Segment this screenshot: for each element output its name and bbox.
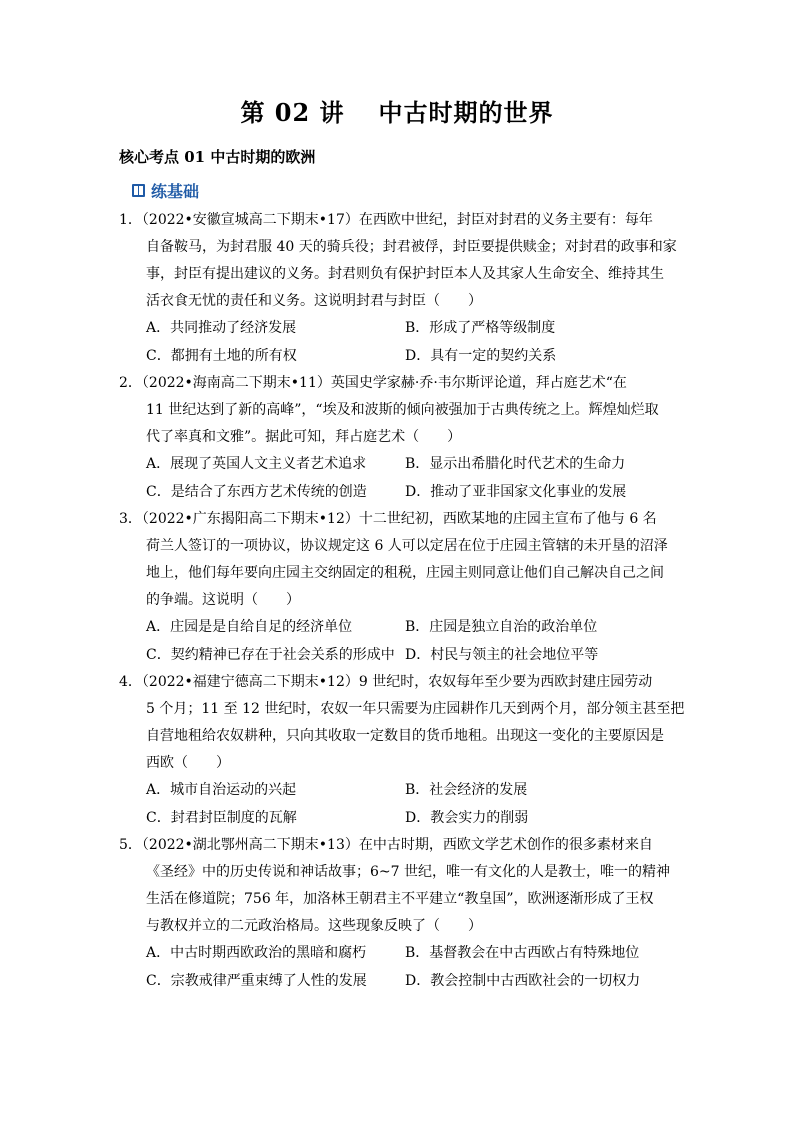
stem-line: 3．（2022•广东揭阳高二下期末•12）十二世纪初，西欧某地的庄园主宣布了他与 6 名: [119, 511, 657, 527]
lecture-topic: 中古时期的世界: [378, 98, 554, 127]
question-4: [119, 669, 694, 832]
option-d[interactable]: D．具有一定的契约关系: [405, 347, 557, 364]
stem-line: 荷兰人签订的一项协议，协议规定这 6 人可以定居在位于庄园主管辖的未开垦的沼泽: [146, 538, 668, 554]
option-d[interactable]: D．教会实力的削弱: [405, 809, 529, 826]
option-a[interactable]: A．中古时期西欧政治的黑暗和腐朽: [146, 945, 367, 961]
option-list: [119, 315, 694, 370]
stem-line: 自营地租给农奴耕种，只向其收取一定数目的货币地租。出现这一变化的主要原因是: [146, 728, 664, 744]
stem-line: 与教权并立的二元政治格局。这些现象反映了（ ）: [146, 918, 482, 934]
lecture-number: 第 02 讲: [240, 98, 345, 127]
stem-line: 《圣经》中的历史传说和神话故事；6~7 世纪，唯一有文化的人是教士，唯一的精神: [146, 864, 670, 880]
option-c[interactable]: C．是结合了东西方艺术传统的创造: [146, 483, 367, 500]
question-stem: [119, 207, 694, 315]
question-2: [119, 370, 694, 506]
question-stem: [119, 832, 694, 940]
option-list: [119, 614, 694, 669]
question-5: [119, 832, 694, 995]
option-c[interactable]: C．封君封臣制度的瓦解: [146, 809, 297, 826]
option-a[interactable]: A．庄园是是自给自足的经济单位: [146, 619, 353, 635]
option-a[interactable]: A．共同推动了经济发展: [146, 320, 297, 336]
stem-line: 的争端。这说明（ ）: [146, 592, 300, 608]
option-b[interactable]: B．基督教会在中古西欧占有特殊地位: [405, 945, 640, 961]
question-stem: [119, 370, 694, 451]
option-a[interactable]: A．城市自治运动的兴起: [146, 782, 297, 798]
option-d[interactable]: D．教会控制中古西欧社会的一切权力: [405, 972, 641, 989]
option-a[interactable]: A．展现了英国人文主义者艺术追求: [146, 456, 367, 472]
question-stem: [119, 506, 694, 614]
stem-line: 2．（2022•海南高二下期末•11）英国史学家赫·乔·韦尔斯评论道，拜占庭艺术“在: [119, 375, 627, 391]
option-b[interactable]: B．显示出希腊化时代艺术的生命力: [405, 456, 626, 472]
stem-line: 5．（2022•湖北鄂州高二下期末•13）在中古时期，西欧文学艺术创作的很多素材来自: [119, 837, 653, 853]
question-1: [119, 207, 694, 370]
stem-line: 事，封臣有提出建议的义务。封君则负有保护封臣本人及其家人生命安全、维持其生: [146, 266, 664, 282]
option-list: [119, 451, 694, 506]
stem-line: 地上，他们每年要向庄园主交纳固定的租税，庄园主则同意让他们自己解决自己之间: [146, 565, 664, 581]
stem-line: 自备鞍马，为封君服 40 天的骑兵役；封君被俘，封臣要提供赎金；对封君的政事和家: [146, 239, 677, 255]
question-list: [119, 207, 694, 995]
stem-line: 4．（2022•福建宁德高二下期末•12）9 世纪时，农奴每年至少要为西欧封建庄园劳动: [119, 674, 653, 690]
question-stem: [119, 669, 694, 777]
stem-line: 西欧（ ）: [146, 755, 230, 771]
question-3: [119, 506, 694, 669]
section-heading: 核心考点 01 中古时期的欧洲: [119, 148, 316, 166]
stem-line: 5 个月；11 至 12 世纪时，农奴一年只需要为庄园耕作几天到两个月，部分领主甚至把: [146, 701, 685, 717]
option-list: [119, 777, 694, 832]
option-d[interactable]: D．村民与领主的社会地位平等: [405, 646, 599, 663]
stem-line: 11 世纪达到了新的高峰”，“埃及和波斯的倾向被强加于古典传统之上。辉煌灿烂取: [146, 402, 659, 418]
option-c[interactable]: C．都拥有土地的所有权: [146, 347, 297, 364]
page-title: [0, 93, 794, 128]
option-c[interactable]: C．宗教戒律严重束缚了人性的发展: [146, 972, 367, 989]
option-c[interactable]: C．契约精神已存在于社会关系的形成中: [146, 646, 395, 663]
option-b[interactable]: B．形成了严格等级制度: [405, 320, 556, 336]
option-list: [119, 940, 694, 995]
stem-line: 1．（2022•安徽宣城高二下期末•17）在西欧中世纪，封臣对封君的义务主要有：每年: [119, 212, 653, 228]
option-b[interactable]: B．社会经济的发展: [405, 782, 528, 798]
stem-line: 代了率真和文雅”。据此可知，拜占庭艺术（ ）: [146, 429, 462, 445]
stem-line: 生活在修道院；756 年，加洛林王朝君主不平建立“教皇国”，欧洲逐渐形成了王权: [146, 891, 654, 907]
book-icon: [131, 183, 146, 198]
option-d[interactable]: D．推动了亚非国家文化事业的发展: [405, 483, 627, 500]
practice-label: 练基础: [151, 182, 200, 201]
stem-line: 活衣食无忧的责任和义务。这说明封君与封臣（ ）: [146, 293, 482, 309]
option-b[interactable]: B．庄园是独立自治的政治单位: [405, 619, 598, 635]
practice-heading: [131, 179, 199, 202]
